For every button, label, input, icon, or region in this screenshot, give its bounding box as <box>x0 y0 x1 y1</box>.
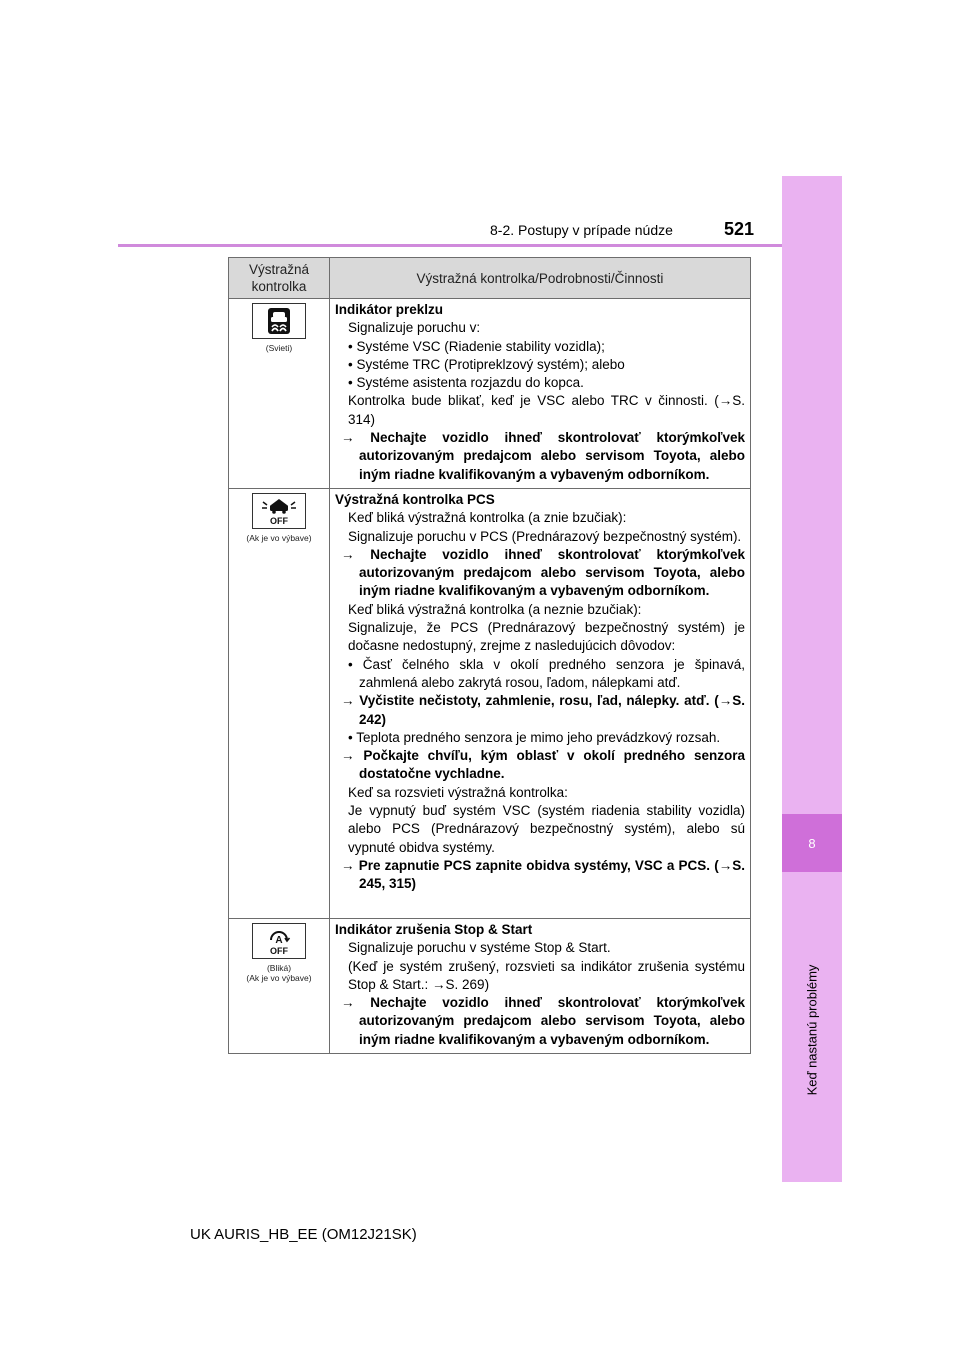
bullet-item: • Systéme VSC (Riadenie stability vozidla); <box>348 338 605 354</box>
chapter-number: 8 <box>782 814 842 872</box>
indicator-caption: (Svieti) <box>265 343 293 353</box>
indicator-caption: (Ak je vo výbave) <box>246 532 312 543</box>
indicator-caption: (Bliká) (Ak je vo výbave) <box>246 962 312 983</box>
detail-line: Je vypnutý buď systém VSC (systém riadenia stability vozidla) alebo PCS (Prednárazový bezpečnostný systém), alebo sú vypnuté obidva systémy. <box>348 803 745 855</box>
indicator-title: Indikátor preklzu <box>335 302 444 317</box>
action-instruction: → Nechajte vozidlo ihneď skontrolovať ktorýmkoľvek autorizovaným predajcom alebo servisom Toyota, alebo iným riadne kvalifikovaným a vybaveným odborníkom. <box>341 546 745 599</box>
table-row <box>229 299 751 489</box>
detail-line: Keď bliká výstražná kontrolka (a znie bzučiak): <box>348 510 627 526</box>
column-header-details: Výstražná kontrolka/Podrobnosti/Činnosti <box>330 258 751 299</box>
detail-line: Keď bliká výstražná kontrolka (a neznie bzučiak): <box>348 601 642 617</box>
detail-line: Signalizuje poruchu v PCS (Prednárazový bezpečnostný systém). <box>348 528 742 544</box>
action-instruction: → Počkajte chvíľu, kým oblasť v okolí predného senzora dostatočne vychladne. <box>341 748 745 782</box>
indicator-title: Výstražná kontrolka PCS <box>335 491 495 507</box>
indicator-details <box>330 299 751 489</box>
table-header-row <box>229 258 751 299</box>
indicator-title: Indikátor zrušenia Stop & Start <box>335 921 533 937</box>
indicator-icon-cell <box>229 488 330 918</box>
bullet-item: • Časť čelného skla v okolí predného senzora je špinavá, zahmlená alebo zakrytá rosou, ľadom, nálepkami atď. <box>348 656 745 690</box>
header-divider <box>118 244 782 247</box>
indicator-table <box>228 257 751 1054</box>
page-number: 521 <box>724 219 755 239</box>
detail-line: Kontrolka bude blikať, keď je VSC alebo TRC v činnosti. (→S. 314) <box>348 393 745 427</box>
indicator-icon-cell <box>229 299 330 489</box>
action-instruction: → Nechajte vozidlo ihneď skontrolovať ktorýmkoľvek autorizovaným predajcom alebo servisom Toyota, alebo iným riadne kvalifikovaným a vybaveným odborníkom. <box>341 995 745 1047</box>
bullet-item: • Systéme asistenta rozjazdu do kopca. <box>348 375 584 391</box>
pcs-warning-icon <box>252 493 306 529</box>
detail-line: Signalizuje, že PCS (Prednárazový bezpečnostný systém) je dočasne nedostupný, zrejme z nasledujúcich dôvodov: <box>348 620 745 654</box>
indicator-details <box>330 488 751 918</box>
svg-text:OFF: OFF <box>270 945 288 956</box>
detail-line: Signalizuje poruchu v systéme Stop & Start. <box>348 940 611 956</box>
column-header-indicator: Výstražná kontrolka <box>229 258 330 299</box>
bullet-item: • Systéme TRC (Protipreklzový systém); alebo <box>348 356 625 372</box>
slip-indicator-icon <box>252 303 306 339</box>
action-instruction: → Vyčistite nečistoty, zahmlenie, rosu, ľad, nálepky. atď. (→S. 242) <box>341 693 745 727</box>
indicator-icon-cell <box>229 918 330 1053</box>
footer-code: UK AURIS_HB_EE (OM12J21SK) <box>190 1226 417 1243</box>
svg-text:A: A <box>275 934 283 946</box>
svg-text:OFF: OFF <box>270 515 288 526</box>
indicator-details <box>330 918 751 1053</box>
bullet-item: • Teplota predného senzora je mimo jeho prevádzkový rozsah. <box>348 729 721 745</box>
detail-line: Keď sa rozsvieti výstražná kontrolka: <box>348 784 568 800</box>
detail-line: (Keď je systém zrušený, rozsvieti sa indikátor zrušenia systému Stop & Start.: →S. 269) <box>348 958 745 992</box>
table-row <box>229 488 751 918</box>
detail-line: Signalizuje poruchu v: <box>348 320 481 336</box>
chapter-label: Keď nastanú problémy <box>804 964 820 1096</box>
table-row <box>229 918 751 1053</box>
action-instruction: → Nechajte vozidlo ihneď skontrolovať ktorýmkoľvek autorizovaným predajcom alebo servisom Toyota, alebo iným riadne kvalifikovaným a vybaveným odborníkom. <box>341 430 745 482</box>
stop-start-cancel-icon <box>252 923 306 959</box>
section-title: 8-2. Postupy v prípade núdze <box>490 222 673 238</box>
action-instruction: → Pre zapnutie PCS zapnite obidva systémy, VSC a PCS. (→S. 245, 315) <box>341 857 745 892</box>
